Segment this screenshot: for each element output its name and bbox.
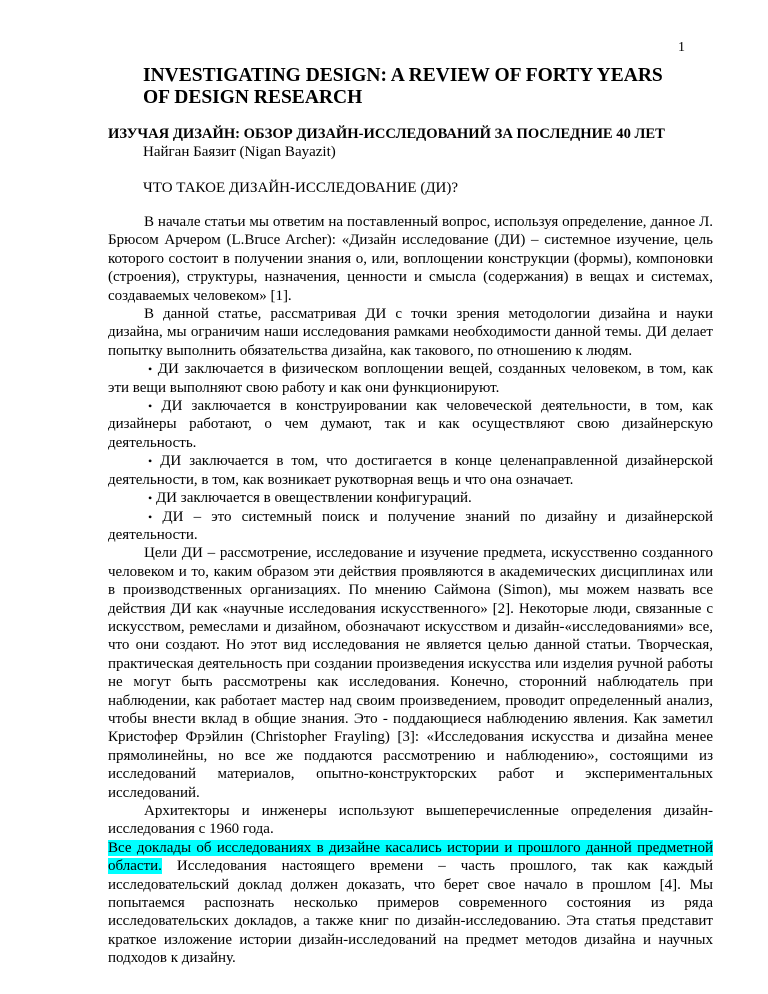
highlighted-text: Все доклады об исследованиях в дизайне касались истории и прошлого данной предметной области. bbox=[108, 839, 713, 875]
bullet-text: ДИ заключается в физическом воплощении вещей, созданных человеком, в том, как эти вещи выполняют свою работу и как они функционируют. bbox=[108, 361, 713, 396]
bullet-item-5 bbox=[108, 508, 713, 545]
paragraph-4: Архитекторы и инженеры используют вышеперечисленные определения дизайн-исследования с 1960 года. bbox=[108, 803, 713, 838]
bullet-icon: • bbox=[148, 454, 153, 469]
bullet-item-3 bbox=[108, 452, 713, 489]
bullet-icon: • bbox=[148, 362, 153, 377]
section-heading: ЧТО ТАКОЕ ДИЗАЙН-ИССЛЕДОВАНИЕ (ДИ)? bbox=[143, 180, 459, 196]
paragraph-5 bbox=[108, 839, 713, 968]
english-title bbox=[143, 65, 723, 109]
paragraph-5-rest: Исследования настоящего времени – часть прошлого, так как каждый исследовательский доклад должен доказать, что берет свое начало в прошлом [4]. Мы попытаемся распознать несколько примеров современного состояния из ряда исследовательских докладов, а также книг по дизайн-исследованию. Эта статья представит краткое изложение истории дизайн-исследований на предмет методов дизайна и научных подходов к дизайну. bbox=[108, 858, 713, 967]
paragraph-1: В начале статьи мы ответим на поставленный вопрос, используя определение, данное Л. Брюсом Арчером (L.Bruce Archer): «Дизайн исследование (ДИ) – системное изучение, цель которого состоит в получении знания о, или, воплощении конструкции (формы), компоновки (строения), структуры, назначения, ценности и смысла (содержания) в вещах и системах, создаваемых человеком» [1]. bbox=[108, 214, 713, 304]
bullet-text: ДИ заключается в овеществлении конфигураций. bbox=[155, 490, 472, 507]
russian-title: ИЗУЧАЯ ДИЗАЙН: ОБЗОР ДИЗАЙН-ИССЛЕДОВАНИЙ ЗА ПОСЛЕДНИЕ 40 ЛЕТ bbox=[108, 126, 665, 142]
bullet-text: ДИ – это системный поиск и получение знаний по дизайну и дизайнерской деятельности. bbox=[108, 508, 713, 543]
bullet-item-2 bbox=[108, 397, 713, 452]
bullet-icon: • bbox=[148, 509, 153, 524]
paragraph-3: Цели ДИ – рассмотрение, исследование и изучение предмета, искусственно созданного человеком и то, каким образом эти действия проявляются в академических дисциплинах или в производственных организациях. По мнению Саймона (Simon), мы можем назвать все действия ДИ как «научные исследования искусственного» [2]. Некоторые люди, связанные с искусством, ремеслами и дизайном, обозначают искусством и дизайн-«исследованиями» все, что они создают. Но этот вид исследования не является целью данной статьи. Творческая, практическая деятельность при создании произведения искусства или изделия ручной работы не могут быть рассмотрены как исследования. Конечно, сторонний наблюдатель при наблюдении, как работает мастер над своим произведением, проводит определенный анализ, чтобы внести вклад в общие знания. Это - поддающиеся наблюдению явления. Как заметил Кристофер Фрэйлин (Christopher Frayling) [3]: «Исследования искусства и дизайна менее прямолинейны, но все же поддаются рассмотрению и наблюдению», состоящими из исследований материалов, опытно-конструкторских работ и экспериментальных исследований. bbox=[108, 545, 713, 801]
author-line: Найган Баязит (Nigan Bayazit) bbox=[143, 144, 336, 160]
title-line-1: INVESTIGATING DESIGN: A REVIEW OF FORTY YEARS bbox=[143, 65, 663, 86]
article-body bbox=[108, 213, 713, 968]
bullet-item-4 bbox=[108, 489, 713, 507]
paragraph-2: В данной статье, рассматривая ДИ с точки зрения методологии дизайна и науки дизайна, мы ограничим наши исследования рамками необходимости данной темы. ДИ делает попытку выполнить обязательства дизайна, как такового, по отношению к людям. bbox=[108, 306, 713, 359]
title-line-2: OF DESIGN RESEARCH bbox=[143, 87, 363, 108]
bullet-text: ДИ заключается в том, что достигается в конце целенаправленной дизайнерской деятельности, в том, как возникает рукотворная вещь и что она означает. bbox=[108, 453, 713, 488]
bullet-item-1 bbox=[108, 360, 713, 397]
bullet-icon: • bbox=[148, 399, 153, 414]
bullet-text: ДИ заключается в конструировании как человеческой деятельности, в том, как дизайнеры работают, о чем думают, так и как осуществляют свою дизайнерскую деятельность. bbox=[108, 398, 714, 451]
bullet-icon: • bbox=[148, 491, 153, 506]
page-number: 1 bbox=[678, 40, 685, 55]
